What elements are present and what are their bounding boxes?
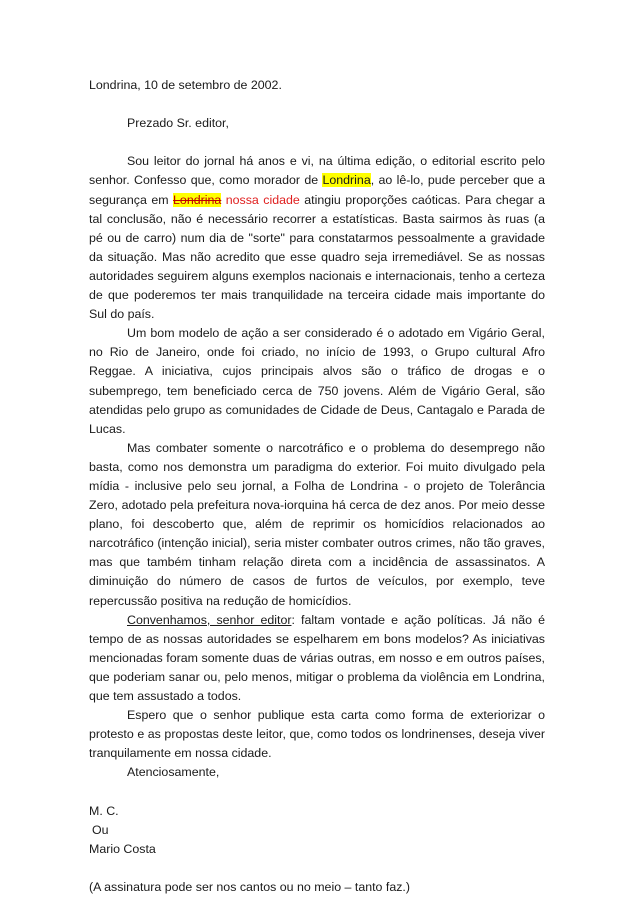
blank-line [89, 95, 545, 114]
signature-initials: M. C. [89, 803, 119, 818]
salutation: Prezado Sr. editor, [127, 116, 229, 131]
date-line: Londrina, 10 de setembro de 2002. [89, 78, 282, 92]
closing: Atenciosamente, [127, 765, 220, 780]
paragraph-4-rest: : faltam vontade e ação políticas. Já não é tempo de as nossas autoridades se espelharem em bons modelos? As iniciativas mencionadas foram somente duas de várias outras, em nosso e em outros países, que poderiam sanar ou, pelo menos, mitigar o problema da violência em Londrina, que tem assustado a todos. [89, 612, 546, 703]
signature-name: Mario Costa [89, 841, 156, 856]
highlighted-word: Londrina [322, 173, 371, 188]
inserted-text: nossa cidade [221, 192, 300, 207]
paragraph-1-text-a: Sou leitor do jornal há anos e vi, na última edição, o editorial escrito pelo senhor. Confesso que, como morador de [89, 154, 545, 188]
blank-line [89, 782, 545, 801]
paragraph-5: Espero que o senhor publique esta carta como forma de exteriorizar o protesto e as propostas deste leitor, que, como todos os londrinenses, deseja viver tranquilamente em nossa cidade. [89, 708, 545, 761]
paragraph-1 [89, 152, 545, 324]
signature-or: Ou [92, 822, 109, 837]
paragraph-1-text-b: , ao lê-lo, pude perceber que a segurança em [89, 173, 545, 207]
paragraph-4 [89, 611, 545, 706]
blank-line [89, 859, 545, 878]
paragraph-3: Mas combater somente o narcotráfico e o problema do desemprego não basta, como nos demonstra um paradigma do exterior. Foi muito divulgado pela mídia - inclusive pelo seu jornal, a Folha de Londrina - o projeto de Tolerância Zero, adotado pela prefeitura nova-iorquina há cerca de dez anos. Por meio desse plano, foi descoberto que, além de reprimir os homicídios relacionados ao narcotráfico (intenção inicial), seria mister combater outros crimes, não tão graves, mas que também tinham relação direta com a incidência de assassinatos. A diminuição do número de casos de furtos de veículos, por exemplo, teve repercussão positiva na redução de homicídios. [89, 440, 545, 608]
paragraph-2: Um bom modelo de ação a ser considerado é o adotado em Vigário Geral, no Rio de Janeiro, onde foi criado, no início de 1993, o Grupo cultural Afro Reggae. A iniciativa, cujos principais alvos são o tráfico de drogas e o subemprego, tem beneficiado cerca de 750 jovens. Além de Vigário Geral, são atendidas pelo grupo as comunidades de Cidade de Deus, Cantagalo e Parada de Lucas. [89, 326, 545, 436]
deleted-word: Londrina [173, 192, 222, 207]
signature-note: (A assinatura pode ser nos cantos ou no meio – tanto faz.) [89, 879, 410, 894]
blank-line [89, 133, 545, 152]
underlined-phrase: Convenhamos, senhor editor [127, 612, 292, 627]
paragraph-1-text-c: atingiu proporções caóticas. Para chegar a tal conclusão, não é necessário recorrer a estatísticas. Basta sairmos às ruas (a pé ou de carro) num dia de "sorte" para constatarmos pessoalmente a gravidade da situação. Mas não acredito que esse quadro seja irremediável. Se as nossas autoridades seguirem alguns exemplos nacionais e internacionais, tenho a certeza de que poderemos ter mais tranquilidade na terceira cidade mais importante do Sul do país. [89, 192, 545, 322]
